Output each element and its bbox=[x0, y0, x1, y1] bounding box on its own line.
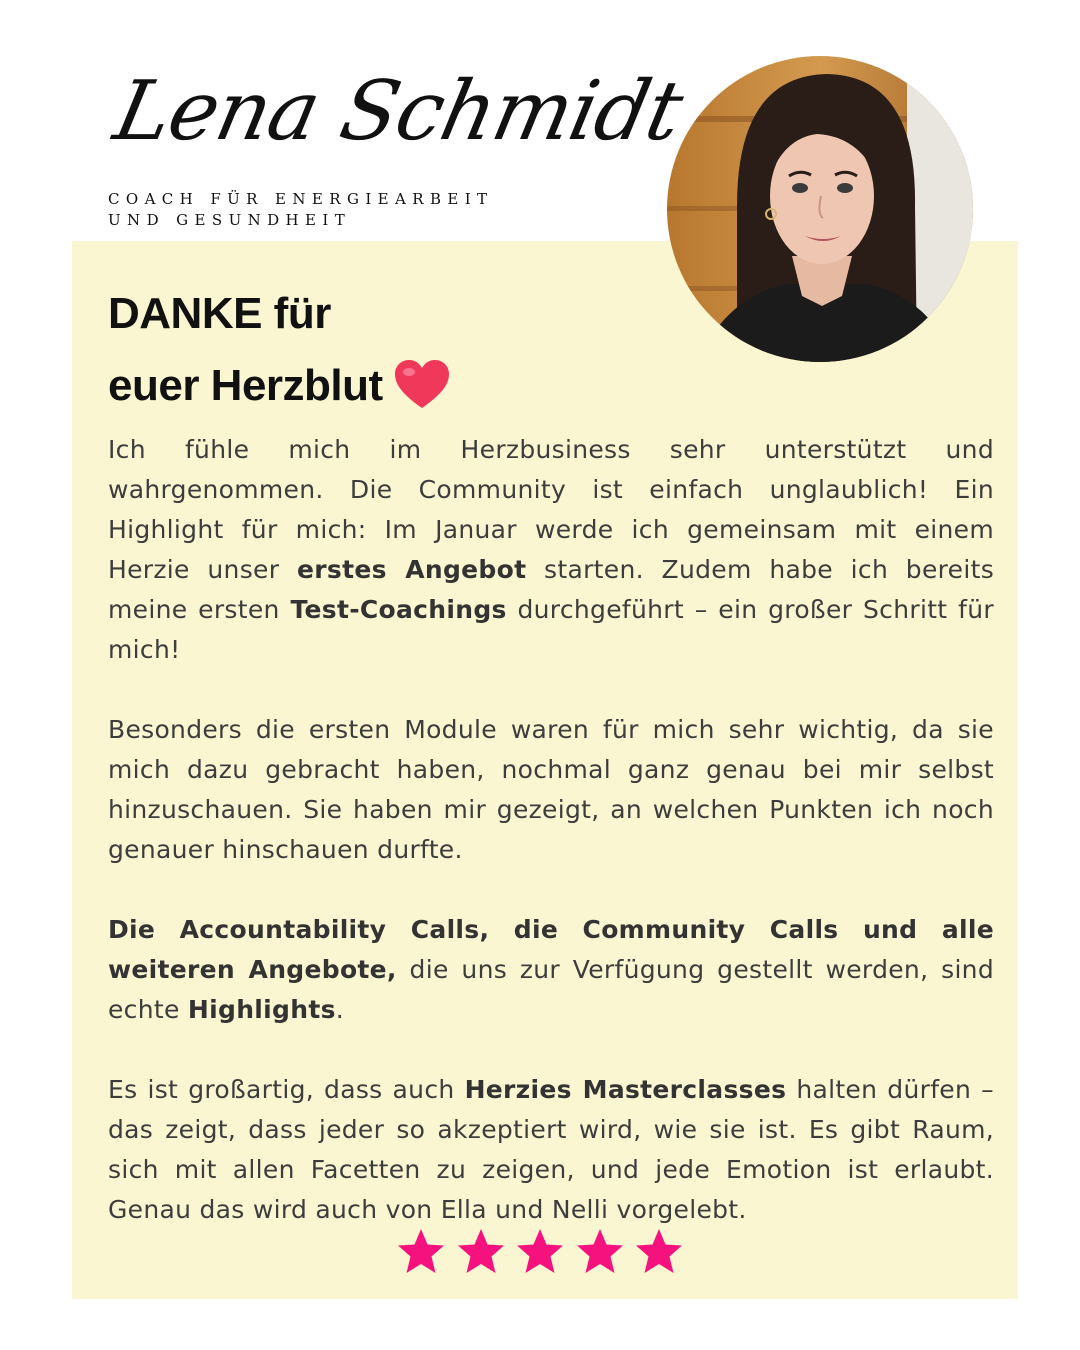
paragraph-2 bbox=[108, 710, 994, 870]
text-run: die uns zur Verfügung gestellt werden, sind echte bbox=[108, 955, 994, 1024]
headline bbox=[108, 278, 451, 422]
tagline-line-1: COACH FÜR ENERGIEARBEIT bbox=[108, 190, 494, 208]
paragraph-4 bbox=[108, 1070, 994, 1230]
heart-icon bbox=[393, 358, 451, 410]
text-run: Besonders die ersten Module waren für mich sehr wichtig, da sie mich dazu gebracht haben, nochmal ganz genau bei mir selbst hinzuschauen. Sie haben mir gezeigt, an welchen Punkten ich noch genauer hinschauen durfte. bbox=[108, 715, 994, 864]
highlight-text: erstes Angebot bbox=[297, 555, 527, 584]
text-run: Es ist großartig, dass auch bbox=[108, 1075, 465, 1104]
star-icon bbox=[575, 1227, 625, 1277]
testimonial-text bbox=[108, 430, 994, 1230]
tagline bbox=[108, 189, 493, 231]
headline-line-2 bbox=[108, 350, 451, 422]
text-run: durchgeführt – ein großer Schritt für mich! bbox=[108, 595, 994, 664]
text-run: . bbox=[335, 995, 345, 1024]
star-icon bbox=[634, 1227, 684, 1277]
highlight-text: Highlights bbox=[187, 995, 336, 1024]
highlight-text: Die Accountability Calls, die Community Calls und alle weiteren Angebote, bbox=[108, 915, 994, 984]
signature-logo: Lena Schmidt bbox=[106, 64, 690, 159]
paragraph-3 bbox=[108, 910, 994, 1030]
paragraph-1 bbox=[108, 430, 994, 670]
star-rating bbox=[396, 1227, 684, 1277]
star-icon bbox=[515, 1227, 565, 1277]
portrait-illustration bbox=[667, 56, 973, 362]
highlight-text: Test-Coachings bbox=[290, 595, 507, 624]
star-icon bbox=[396, 1227, 446, 1277]
text-run: starten. Zudem habe ich bereits meine ersten bbox=[108, 555, 995, 624]
headline-line-2-text: euer Herzblut bbox=[108, 361, 383, 410]
tagline-line-2: UND GESUNDHEIT bbox=[108, 211, 352, 229]
headline-line-1: DANKE für bbox=[108, 289, 331, 338]
text-run: Ich fühle mich im Herzbusiness sehr unterstützt und wahrgenommen. Die Community ist einfach unglaublich! Ein Highlight für mich: Im Januar werde ich gemeinsam mit einem Herzie unser bbox=[108, 435, 994, 584]
highlight-text: Herzies Masterclasses bbox=[464, 1075, 787, 1104]
star-icon bbox=[456, 1227, 506, 1277]
portrait-photo bbox=[667, 56, 973, 362]
text-run: halten dürfen – das zeigt, dass jeder so akzeptiert wird, wie sie ist. Es gibt Raum, sich mit allen Facetten zu zeigen, und jede Emotion ist erlaubt. Genau das wird auch von Ella und Nelli vorgelebt. bbox=[108, 1075, 994, 1224]
